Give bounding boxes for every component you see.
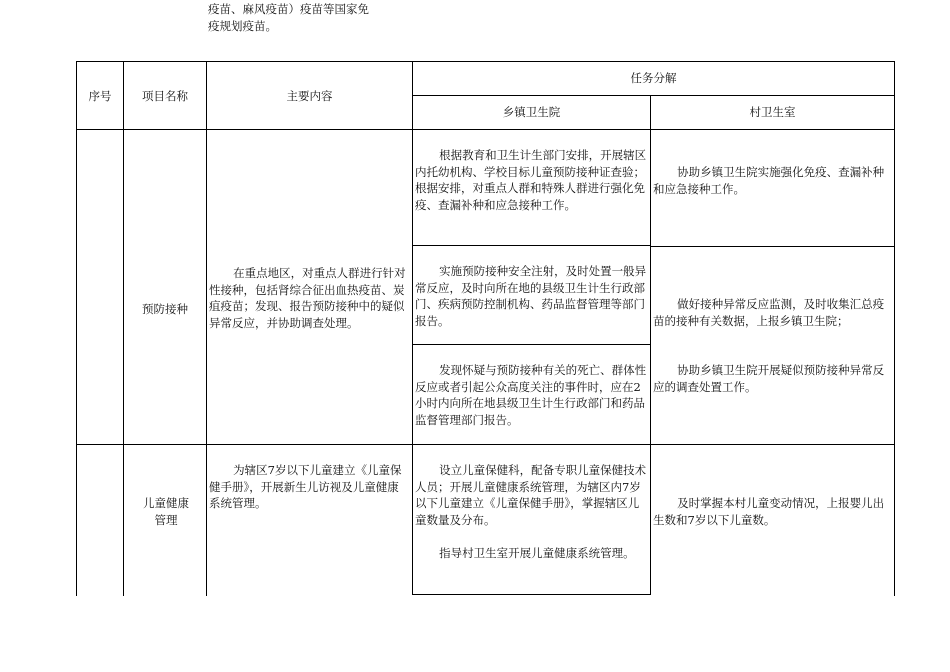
row-1-village-2: 做好接种异常反应监测，及时收集汇总疫苗的接种有关数据，上报乡镇卫生院；: [653, 297, 885, 328]
row-1-village-3: 协助乡镇卫生院开展疑似预防接种异常反应的调查处置工作。: [653, 363, 885, 394]
header-main-content: [207, 88, 412, 105]
header-village: [651, 104, 894, 121]
row-2-main-content: 为辖区7岁以下儿童建立《儿童保健手册》，开展新生儿访视及儿童健康系统管理。: [209, 463, 402, 510]
row-2-township-2: 指导村卫生室开展儿童健康系统管理。: [439, 546, 635, 560]
row-1-name-text: 预防接种: [142, 302, 188, 316]
row-1-main-content: 在重点地区，对重点人群进行针对性接种，包括肾综合征出血热疫苗、炭疽疫苗；发现、报告预防接种中的疑似异常反应，并协助调查处理。: [209, 266, 406, 330]
header-project-name: [124, 88, 206, 105]
header-task-breakdown: [413, 70, 894, 87]
row-2-township-1: 设立儿童保健科，配备专职儿童保健技术人员；开展儿童健康系统管理，为辖区内7岁以下儿童建立《儿童保健手册》，掌握辖区儿童数量及分布。: [415, 463, 647, 527]
fragment-line-2: 疫规划疫苗。: [208, 18, 277, 33]
row-1-township-1: 根据教育和卫生计生部门安排，开展辖区内托幼机构、学校目标儿童预防接种证查验；根据安排，对重点人群和特殊人群进行强化免疫、查漏补种和应急接种工作。: [415, 148, 647, 212]
header-township: [413, 104, 650, 121]
header-project-name-label: 项目名称: [142, 89, 188, 103]
row-2-name: [138, 495, 194, 528]
header-task-breakdown-label: 任务分解: [630, 71, 677, 85]
header-seq: [77, 88, 123, 105]
row-2-name-text: 儿童健康管理: [143, 496, 189, 527]
header-village-label: 村卫生室: [749, 105, 796, 119]
header-main-content-label: 主要内容: [286, 89, 333, 103]
row-1-name: [124, 301, 206, 318]
row-2-village-1: 及时掌握本村儿童变动情况，上报婴儿出生数和7岁以下儿童数。: [653, 496, 885, 527]
fragment-line-1: 疫苗、麻风疫苗）疫苗等国家免: [208, 2, 369, 16]
row-1-village-1: 协助乡镇卫生院实施强化免疫、查漏补种和应急接种工作。: [653, 165, 885, 196]
row-1-township-3: 发现怀疑与预防接种有关的死亡、群体性反应或者引起公众高度关注的事件时，应在2小时内向所在地县级卫生计生行政部门和药品监督管理部门报告。: [415, 363, 647, 427]
header-seq-label: 序号: [88, 89, 112, 103]
row-1-township-2: 实施预防接种安全注射，及时处置一般异常反应，及时向所在地的县级卫生计生行政部门、疾病预防控制机构、药品监督管理等部门报告。: [415, 264, 647, 328]
header-township-label: 乡镇卫生院: [502, 105, 561, 119]
previous-page-fragment: [208, 1, 408, 34]
